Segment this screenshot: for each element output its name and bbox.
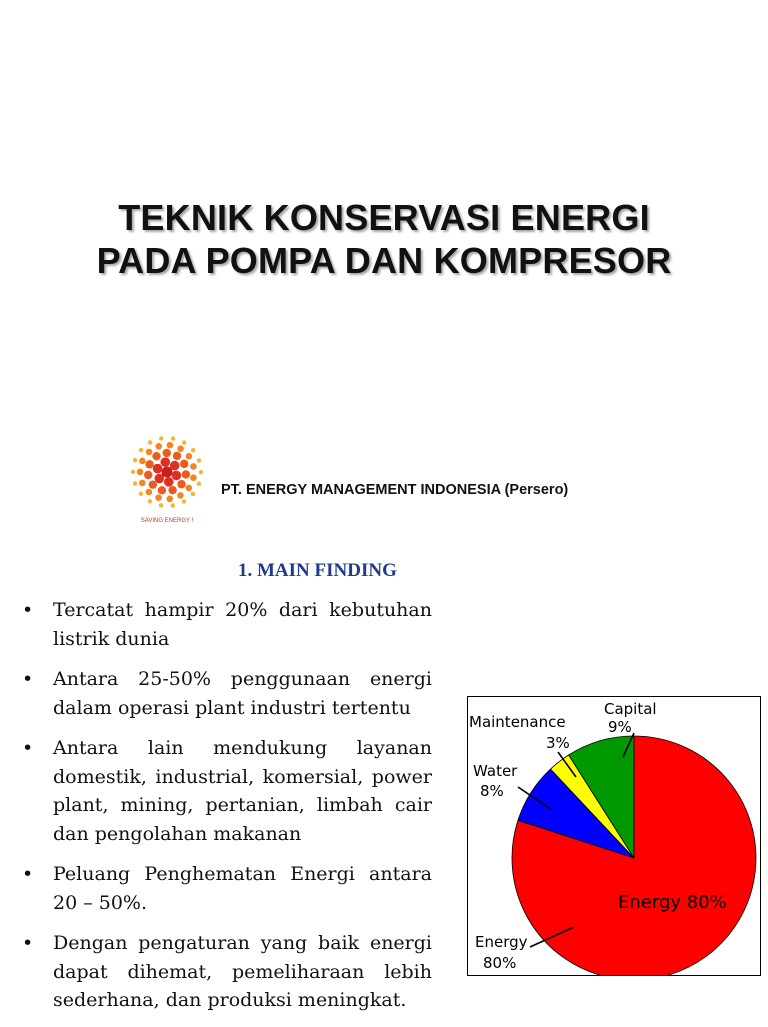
bullet-text: Antara 25-50% penggunaan energi dalam operasi plant industri tertentu (53, 668, 432, 719)
bullet-item (22, 734, 432, 848)
logo-dot (155, 494, 162, 501)
sun-dots-logo-icon (126, 434, 208, 516)
logo-dot (133, 458, 137, 462)
logo-dot (159, 503, 163, 507)
logo-dot (186, 485, 193, 492)
bullet-item (22, 929, 432, 1015)
logo-dot (172, 471, 182, 481)
logo-dot (168, 486, 176, 494)
logo-dot (177, 480, 185, 488)
bullet-icon: • (22, 863, 34, 885)
bullet-list (22, 596, 432, 1027)
title-line-2: PADA POMPA DAN KOMPRESOR (96, 240, 672, 281)
slide-title (0, 196, 768, 282)
logo-dot (182, 440, 186, 444)
logo-dot (182, 470, 190, 478)
logo-dot (139, 492, 143, 496)
logo-dot (160, 457, 170, 467)
logo-dot (158, 486, 166, 494)
company-logo (126, 434, 208, 530)
logo-dot (139, 480, 146, 487)
title-line-1: TEKNIK KONSERVASI ENERGI (118, 197, 650, 238)
logo-dot (171, 503, 175, 507)
logo-dot (190, 463, 197, 470)
logo-dot (199, 470, 203, 474)
logo-dot (177, 445, 184, 452)
logo-dot (191, 492, 195, 496)
logo-dot (170, 461, 180, 471)
logo-dot (149, 480, 157, 488)
logo-dot (159, 436, 163, 440)
logo-dot (148, 499, 152, 503)
logo-dot (177, 492, 184, 499)
logo-dot (171, 436, 175, 440)
logo-dot (180, 460, 188, 468)
bullet-item (22, 596, 432, 653)
bullet-icon: • (22, 599, 34, 621)
bullet-icon: • (22, 668, 34, 690)
logo-dot (139, 448, 143, 452)
logo-dot (146, 449, 153, 456)
logo-dot (144, 471, 152, 479)
bullet-text: Antara lain mendukung layanan domestik, industrial, komersial, power plant, mining, pertanian, limbah cair dan pengolahan makanan (53, 737, 432, 845)
label-capital-name: Capital (604, 700, 657, 718)
label-capital-pct: 9% (608, 718, 632, 736)
logo-dot (139, 458, 146, 465)
logo-dot (131, 470, 135, 474)
section-title: 1. MAIN FINDING (238, 560, 397, 581)
logo-dot (166, 496, 173, 503)
logo-tagline: SAVING ENERGY ! (140, 518, 194, 524)
bullet-text: Dengan pengaturan yang baik energi dapat dihemat, pemeliharaan lebih sederhana, dan produksi meningkat. (53, 932, 432, 1011)
label-water-name: Water (473, 762, 518, 780)
logo-dot (137, 469, 144, 476)
pie-chart-svg (468, 697, 760, 975)
logo-dot (173, 452, 181, 460)
logo-dot (191, 448, 195, 452)
logo-dot (145, 460, 153, 468)
label-energy-inside: Energy 80% (618, 892, 727, 913)
logo-dot (152, 452, 160, 460)
label-maintenance-name: Maintenance (469, 713, 566, 731)
logo-dot (190, 474, 197, 481)
logo-dot (197, 458, 201, 462)
bullet-icon: • (22, 932, 34, 954)
label-water-pct: 8% (480, 782, 504, 800)
logo-dot (153, 464, 163, 474)
company-name: PT. ENERGY MANAGEMENT INDONESIA (Persero) (221, 482, 569, 498)
logo-dot (146, 489, 153, 496)
logo-dot (163, 449, 171, 457)
bullet-item (22, 665, 432, 722)
bullet-text: Tercatat hampir 20% dari kebutuhan listrik dunia (53, 599, 432, 650)
logo-dot (155, 443, 162, 450)
logo-dot (164, 477, 174, 487)
cost-pie-chart (467, 696, 761, 976)
bullet-icon: • (22, 737, 34, 759)
logo-dot (167, 442, 174, 449)
label-energy-name: Energy (475, 933, 528, 951)
logo-dot (133, 481, 137, 485)
logo-dot (182, 499, 186, 503)
logo-dot (186, 453, 193, 460)
logo-dot (148, 440, 152, 444)
logo-dot (197, 482, 201, 486)
bullet-item (22, 860, 432, 917)
logo-dot (155, 474, 165, 484)
label-energy-pct: 80% (483, 954, 517, 972)
bullet-text: Peluang Penghematan Energi antara 20 – 50%. (53, 863, 432, 914)
label-maintenance-pct: 3% (546, 734, 570, 752)
